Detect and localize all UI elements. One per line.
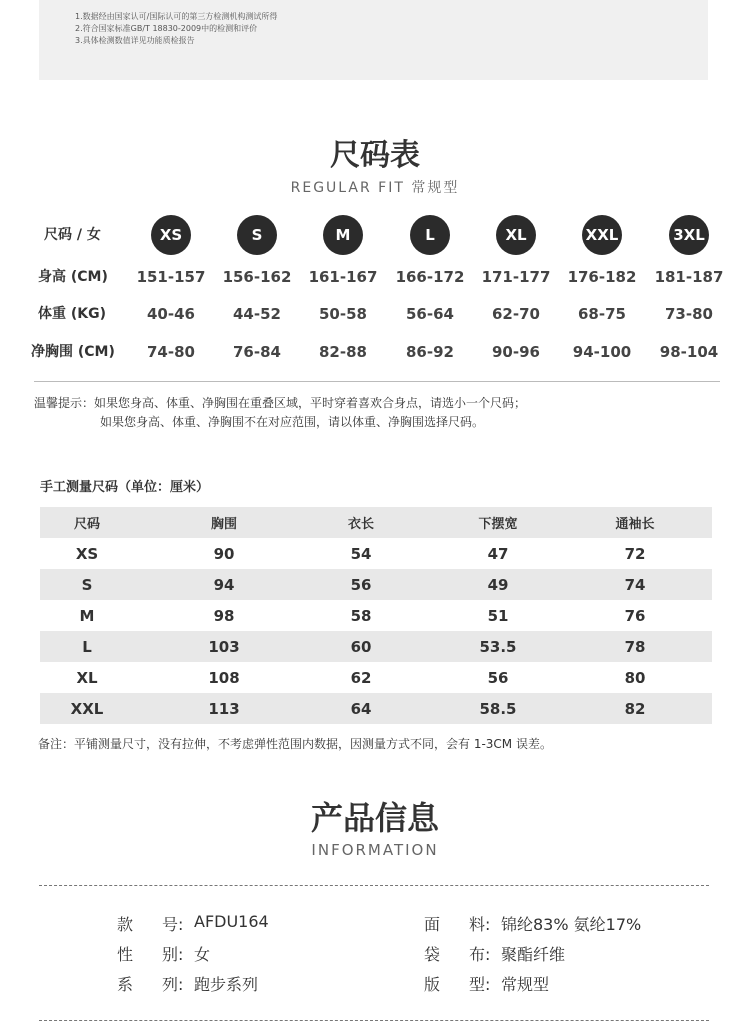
info-value-style-no: AFDU164 xyxy=(194,912,269,931)
chest-row-label: 净胸围 (CM) xyxy=(31,344,115,360)
table-cell: 82 xyxy=(624,699,646,718)
info-key: 列: xyxy=(162,975,184,994)
table-cell: 64 xyxy=(350,699,372,718)
measure-table xyxy=(40,507,712,724)
table-cell: 49 xyxy=(487,575,509,594)
table-cell: 76 xyxy=(624,606,646,625)
info-key: 号: xyxy=(162,915,184,934)
size-badge-m: M xyxy=(323,215,363,255)
table-cell: 54 xyxy=(350,544,372,563)
size-row xyxy=(0,220,750,250)
table-row xyxy=(40,600,712,631)
weight-cell: 73-80 xyxy=(665,305,713,323)
table-header-cell: 衣长 xyxy=(347,517,374,532)
info-row xyxy=(0,912,750,936)
table-cell: 56 xyxy=(350,575,372,594)
weight-cell: 56-64 xyxy=(406,305,454,323)
info-row xyxy=(0,942,750,966)
info-value-series: 跑步系列 xyxy=(194,975,259,994)
size-badge-xs: XS xyxy=(151,215,191,255)
weight-cell: 68-75 xyxy=(578,305,626,323)
table-cell: 53.5 xyxy=(479,637,517,656)
info-key: 面 xyxy=(424,915,441,934)
table-cell: XS xyxy=(75,544,99,563)
table-cell: XXL xyxy=(70,699,104,718)
size-badge-xl: XL xyxy=(496,215,536,255)
size-badge-3xl: 3XL xyxy=(669,215,709,255)
info-key: 型: xyxy=(469,975,491,994)
table-cell: M xyxy=(79,606,95,625)
height-cell: 166-172 xyxy=(395,268,465,286)
chest-cell: 82-88 xyxy=(319,343,367,361)
table-cell: 108 xyxy=(208,668,240,687)
info-row xyxy=(0,972,750,996)
info-key: 版 xyxy=(424,975,441,994)
table-cell: 94 xyxy=(213,575,235,594)
table-header-cell: 尺码 xyxy=(73,517,100,532)
info-value-fabric: 锦纶83% 氨纶17% xyxy=(501,915,642,934)
table-row xyxy=(40,693,712,724)
size-badge-s: S xyxy=(237,215,277,255)
fit-tip-line: 如果您身高、体重、净胸围不在对应范围，请以体重、净胸围选择尺码。 xyxy=(100,415,485,429)
test-notes-box xyxy=(39,0,708,80)
note-line: 2.符合国家标准GB/T 18830-2009中的检测和评价 xyxy=(75,24,258,33)
chest-cell: 90-96 xyxy=(492,343,540,361)
dashed-divider xyxy=(39,885,709,886)
height-cell: 171-177 xyxy=(481,268,551,286)
table-cell: 58 xyxy=(350,606,372,625)
height-row xyxy=(0,262,750,292)
table-row xyxy=(40,631,712,662)
chest-cell: 94-100 xyxy=(572,343,632,361)
chest-cell: 86-92 xyxy=(406,343,454,361)
chest-cell: 98-104 xyxy=(659,343,719,361)
table-header-cell: 通袖长 xyxy=(615,517,655,532)
table-cell: 80 xyxy=(624,668,646,687)
table-cell: XL xyxy=(76,668,98,687)
divider xyxy=(34,381,720,382)
chest-row xyxy=(0,337,750,367)
table-cell: 90 xyxy=(213,544,235,563)
chest-cell: 74-80 xyxy=(147,343,195,361)
weight-row-label: 体重 (KG) xyxy=(38,306,107,322)
weight-cell: 62-70 xyxy=(492,305,540,323)
info-key: 别: xyxy=(162,945,184,964)
table-header-row xyxy=(40,507,712,538)
table-row xyxy=(40,538,712,569)
info-key: 性 xyxy=(117,945,134,964)
measure-table-title: 手工测量尺码（单位：厘米） xyxy=(40,480,210,495)
info-key: 布: xyxy=(469,945,491,964)
height-cell: 176-182 xyxy=(567,268,637,286)
table-cell: 78 xyxy=(624,637,646,656)
measure-remark: 备注：平铺测量尺寸，没有拉伸，不考虑弹性范围内数据，因测量方式不同，会有 1-3CM 误差。 xyxy=(38,737,552,751)
table-cell: 113 xyxy=(208,699,240,718)
info-value-fit: 常规型 xyxy=(501,975,550,994)
height-cell: 161-167 xyxy=(308,268,378,286)
info-key: 袋 xyxy=(424,945,441,964)
table-cell: 72 xyxy=(624,544,646,563)
height-cell: 181-187 xyxy=(654,268,724,286)
table-cell: 47 xyxy=(487,544,509,563)
chest-cell: 76-84 xyxy=(233,343,281,361)
product-info-subtitle: INFORMATION xyxy=(311,841,439,859)
size-chart-title: 尺码表 xyxy=(330,138,420,173)
size-row-label: 尺码 / 女 xyxy=(44,227,101,243)
note-line: 3.具体检测数值详见功能质检报告 xyxy=(75,36,195,45)
dashed-divider xyxy=(39,1020,709,1021)
info-value-gender: 女 xyxy=(194,945,211,964)
table-cell: 60 xyxy=(350,637,372,656)
table-row xyxy=(40,569,712,600)
table-cell: 56 xyxy=(487,668,509,687)
height-cell: 156-162 xyxy=(222,268,292,286)
info-key: 款 xyxy=(117,915,134,934)
table-cell: S xyxy=(81,575,93,594)
product-info-title: 产品信息 xyxy=(310,799,439,837)
table-cell: 98 xyxy=(213,606,235,625)
fit-tip-line: 温馨提示：如果您身高、体重、净胸围在重叠区域，平时穿着喜欢合身点，请选小一个尺码； xyxy=(34,396,527,410)
size-badge-l: L xyxy=(410,215,450,255)
weight-cell: 44-52 xyxy=(233,305,281,323)
table-header-cell: 胸围 xyxy=(210,517,237,532)
weight-cell: 40-46 xyxy=(147,305,195,323)
table-cell: L xyxy=(82,637,92,656)
note-line: 1.数据经由国家认可/国际认可的第三方检测机构测试所得 xyxy=(75,12,278,21)
weight-row xyxy=(0,299,750,329)
table-cell: 62 xyxy=(350,668,372,687)
info-value-pocket: 聚酯纤维 xyxy=(501,945,566,964)
size-badge-xxl: XXL xyxy=(582,215,622,255)
table-cell: 58.5 xyxy=(479,699,517,718)
info-key: 系 xyxy=(117,975,134,994)
height-row-label: 身高 (CM) xyxy=(38,269,108,285)
table-cell: 103 xyxy=(208,637,240,656)
weight-cell: 50-58 xyxy=(319,305,367,323)
table-cell: 51 xyxy=(487,606,509,625)
table-cell: 74 xyxy=(624,575,646,594)
size-chart-subtitle: REGULAR FIT 常规型 xyxy=(290,180,460,196)
height-cell: 151-157 xyxy=(136,268,206,286)
table-row xyxy=(40,662,712,693)
table-header-cell: 下摆宽 xyxy=(478,517,518,532)
info-key: 料: xyxy=(469,915,491,934)
